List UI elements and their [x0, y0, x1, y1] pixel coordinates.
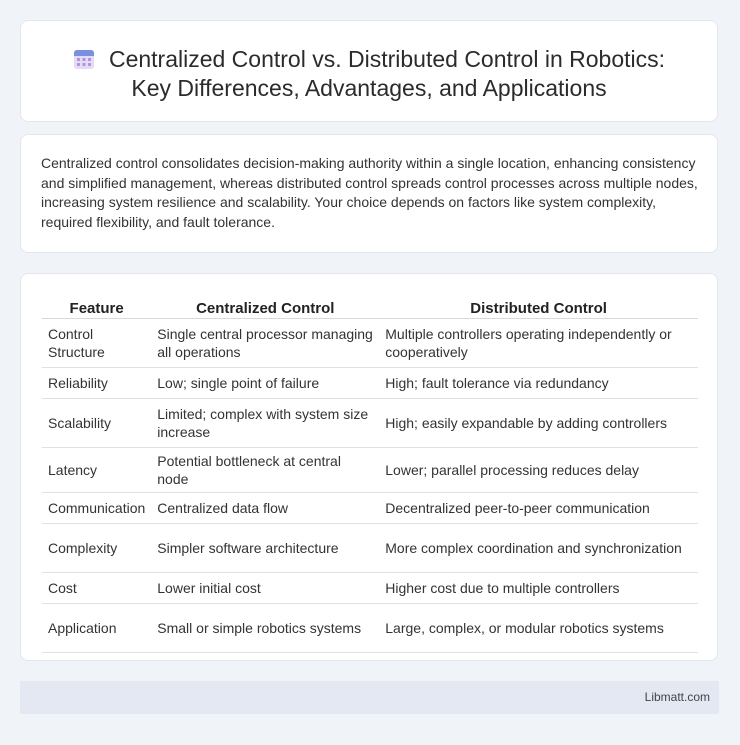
centralized-cell: Single central processor managing all operations: [151, 319, 379, 368]
table-row: [42, 368, 698, 399]
table-row: [42, 524, 698, 573]
feature-cell: Communication: [42, 493, 151, 524]
table-row: [42, 573, 698, 604]
centralized-cell: Centralized data flow: [151, 493, 379, 524]
table-row: [42, 319, 698, 368]
feature-cell: Application: [42, 604, 151, 653]
footer-brand-link[interactable]: Libmatt.com: [644, 690, 710, 704]
feature-cell: Latency: [42, 448, 151, 493]
distributed-cell: Multiple controllers operating independently or cooperatively: [379, 319, 698, 368]
title-line-2: Key Differences, Advantages, and Applications: [131, 75, 607, 101]
feature-cell: Reliability: [42, 368, 151, 399]
feature-cell: Cost: [42, 573, 151, 604]
distributed-cell: High; fault tolerance via redundancy: [379, 368, 698, 399]
calendar-icon: [73, 48, 95, 70]
page-title: [21, 45, 717, 103]
distributed-cell: More complex coordination and synchronization: [379, 524, 698, 573]
comparison-card: [20, 273, 718, 661]
centralized-cell: Potential bottleneck at central node: [151, 448, 379, 493]
table-row: [42, 399, 698, 448]
table-header-row: [42, 296, 698, 319]
intro-paragraph: Centralized control consolidates decision-making authority within a single location, enhancing consistency and simplified management, whereas distributed control spreads control processes across multiple nodes, increasing system resilience and scalability. Your choice depends on factors like system complexity, required flexibility, and fault tolerance.: [41, 155, 698, 230]
table-row: [42, 448, 698, 493]
centralized-cell: Low; single point of failure: [151, 368, 379, 399]
distributed-cell: Large, complex, or modular robotics systems: [379, 604, 698, 653]
header-distributed: Distributed Control: [379, 296, 698, 319]
comparison-table: [42, 296, 698, 653]
distributed-cell: Lower; parallel processing reduces delay: [379, 448, 698, 493]
distributed-cell: High; easily expandable by adding controllers: [379, 399, 698, 448]
table-row: [42, 493, 698, 524]
title-line-1: Centralized Control vs. Distributed Control in Robotics:: [108, 46, 666, 72]
header-centralized: Centralized Control: [151, 296, 379, 319]
centralized-cell: Simpler software architecture: [151, 524, 379, 573]
table-row: [42, 604, 698, 653]
centralized-cell: Limited; complex with system size increase: [151, 399, 379, 448]
distributed-cell: Higher cost due to multiple controllers: [379, 573, 698, 604]
header-feature: Feature: [42, 296, 151, 319]
centralized-cell: Small or simple robotics systems: [151, 604, 379, 653]
centralized-cell: Lower initial cost: [151, 573, 379, 604]
feature-cell: Scalability: [42, 399, 151, 448]
feature-cell: Control Structure: [42, 319, 151, 368]
distributed-cell: Decentralized peer-to-peer communication: [379, 493, 698, 524]
footer: [20, 681, 719, 714]
title-card: [20, 20, 718, 122]
intro-card: [20, 134, 718, 253]
feature-cell: Complexity: [42, 524, 151, 573]
